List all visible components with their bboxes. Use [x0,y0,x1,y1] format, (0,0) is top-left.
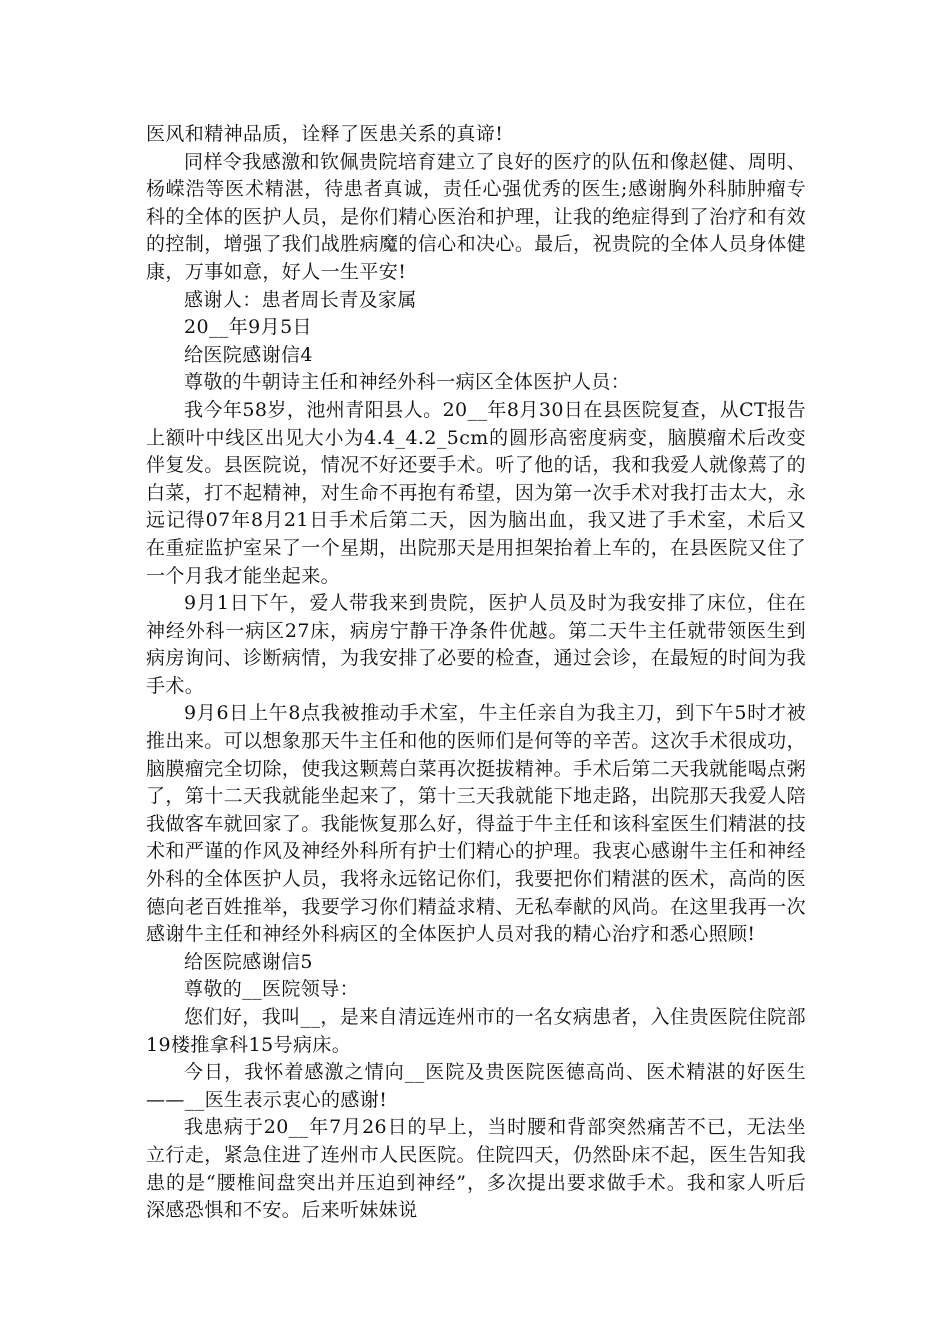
paragraph: 9月6日上午8点我被推动手术室，牛主任亲自为我主刀，到下午5时才被推出来。可以想象那天牛主任和他的医师们是何等的辛苦。这次手术很成功，脑膜瘤完全切除，使我这颗蔫白菜再次挺拔精神。手术后第二天我就能喝点粥了，第十二天我就能坐起来了，第十三天我就能下地走路，出院那天我爱人陪我做客车就回家了。我能恢复那么好，得益于牛主任和该科室医生们精湛的技术和严谨的作风及神经外科所有护士们精心的护理。我衷心感谢牛主任和神经外科的全体医护人员，我将永远铭记你们，我要把你们精湛的医术，高尚的医德向老百姓推举，我要学习你们精益求精、无私奉献的风尚。在这里我再一次感谢牛主任和神经外科病区的全体医护人员对我的精心治疗和悉心照顾! [146,702,806,946]
date-line: 20__年9月5日 [184,316,312,339]
salutation: 尊敬的牛朝诗主任和神经外科一病区全体医护人员： [184,371,631,394]
paragraph: 您们好，我叫__，是来自清远连州市的一名女病患者，入住贵医院住院部19楼推拿科15号病床。 [146,1006,806,1056]
paragraph: 今日，我怀着感激之情向__医院及贵医院医德高尚、医术精湛的好医生——__医生表示衷心的感谢! [146,1061,806,1111]
section-heading: 给医院感谢信4 [184,343,313,366]
paragraph: 9月1日下午，爱人带我来到贵院，医护人员及时为我安排了床位，住在神经外科一病区27床，病房宁静干净条件优越。第二天牛主任就带领医生到病房询问、诊断病情，为我安排了必要的检查，通过会诊，在最短的时间为我手术。 [146,592,806,697]
signature-line: 感谢人：患者周长青及家属 [184,288,417,311]
document-body [146,121,806,1225]
paragraph: 同样令我感激和钦佩贵院培育建立了良好的医疗的队伍和像赵健、周明、杨嵘浩等医术精湛，待患者真诚，责任心强优秀的医生;感谢胸外科肺肿瘤专科的全体的医护人员，是你们精心医治和护理，让我的绝症得到了治疗和有效的控制，增强了我们战胜病魔的信心和决心。最后，祝贵院的全体人员身体健康，万事如意，好人一生平安! [146,150,806,283]
section-heading: 给医院感谢信5 [184,950,313,973]
paragraph: 我患病于20__年7月26日的早上，当时腰和背部突然痛苦不已，无法坐立行走，紧急住进了连州市人民医院。住院四天，仍然卧床不起，医生告知我患的是“腰椎间盘突出并压迫到神经”，多次提出要求做手术。我和家人听后深感恐惧和不安。后来听妹妹说 [146,1116,806,1222]
paragraph: 我今年58岁，池州青阳县人。20__年8月30日在县医院复查，从CT报告上额叶中线区出见大小为4.4_4.2_5cm的圆形高密度病变，脑膜瘤术后改变伴复发。县医院说，情况不好还要手术。听了他的话，我和我爱人就像蔫了的白菜，打不起精神，对生命不再抱有希望，因为第一次手术对我打击太大，永远记得07年8月21日手术后第二天，因为脑出血，我又进了手术室，术后又在重症监护室呆了一个星期，出院那天是用担架抬着上车的，在县医院又住了一个月我才能坐起来。 [146,398,806,587]
paragraph: 医风和精神品质，诠释了医患关系的真谛! [146,123,504,145]
salutation: 尊敬的__医院领导： [184,978,360,1001]
